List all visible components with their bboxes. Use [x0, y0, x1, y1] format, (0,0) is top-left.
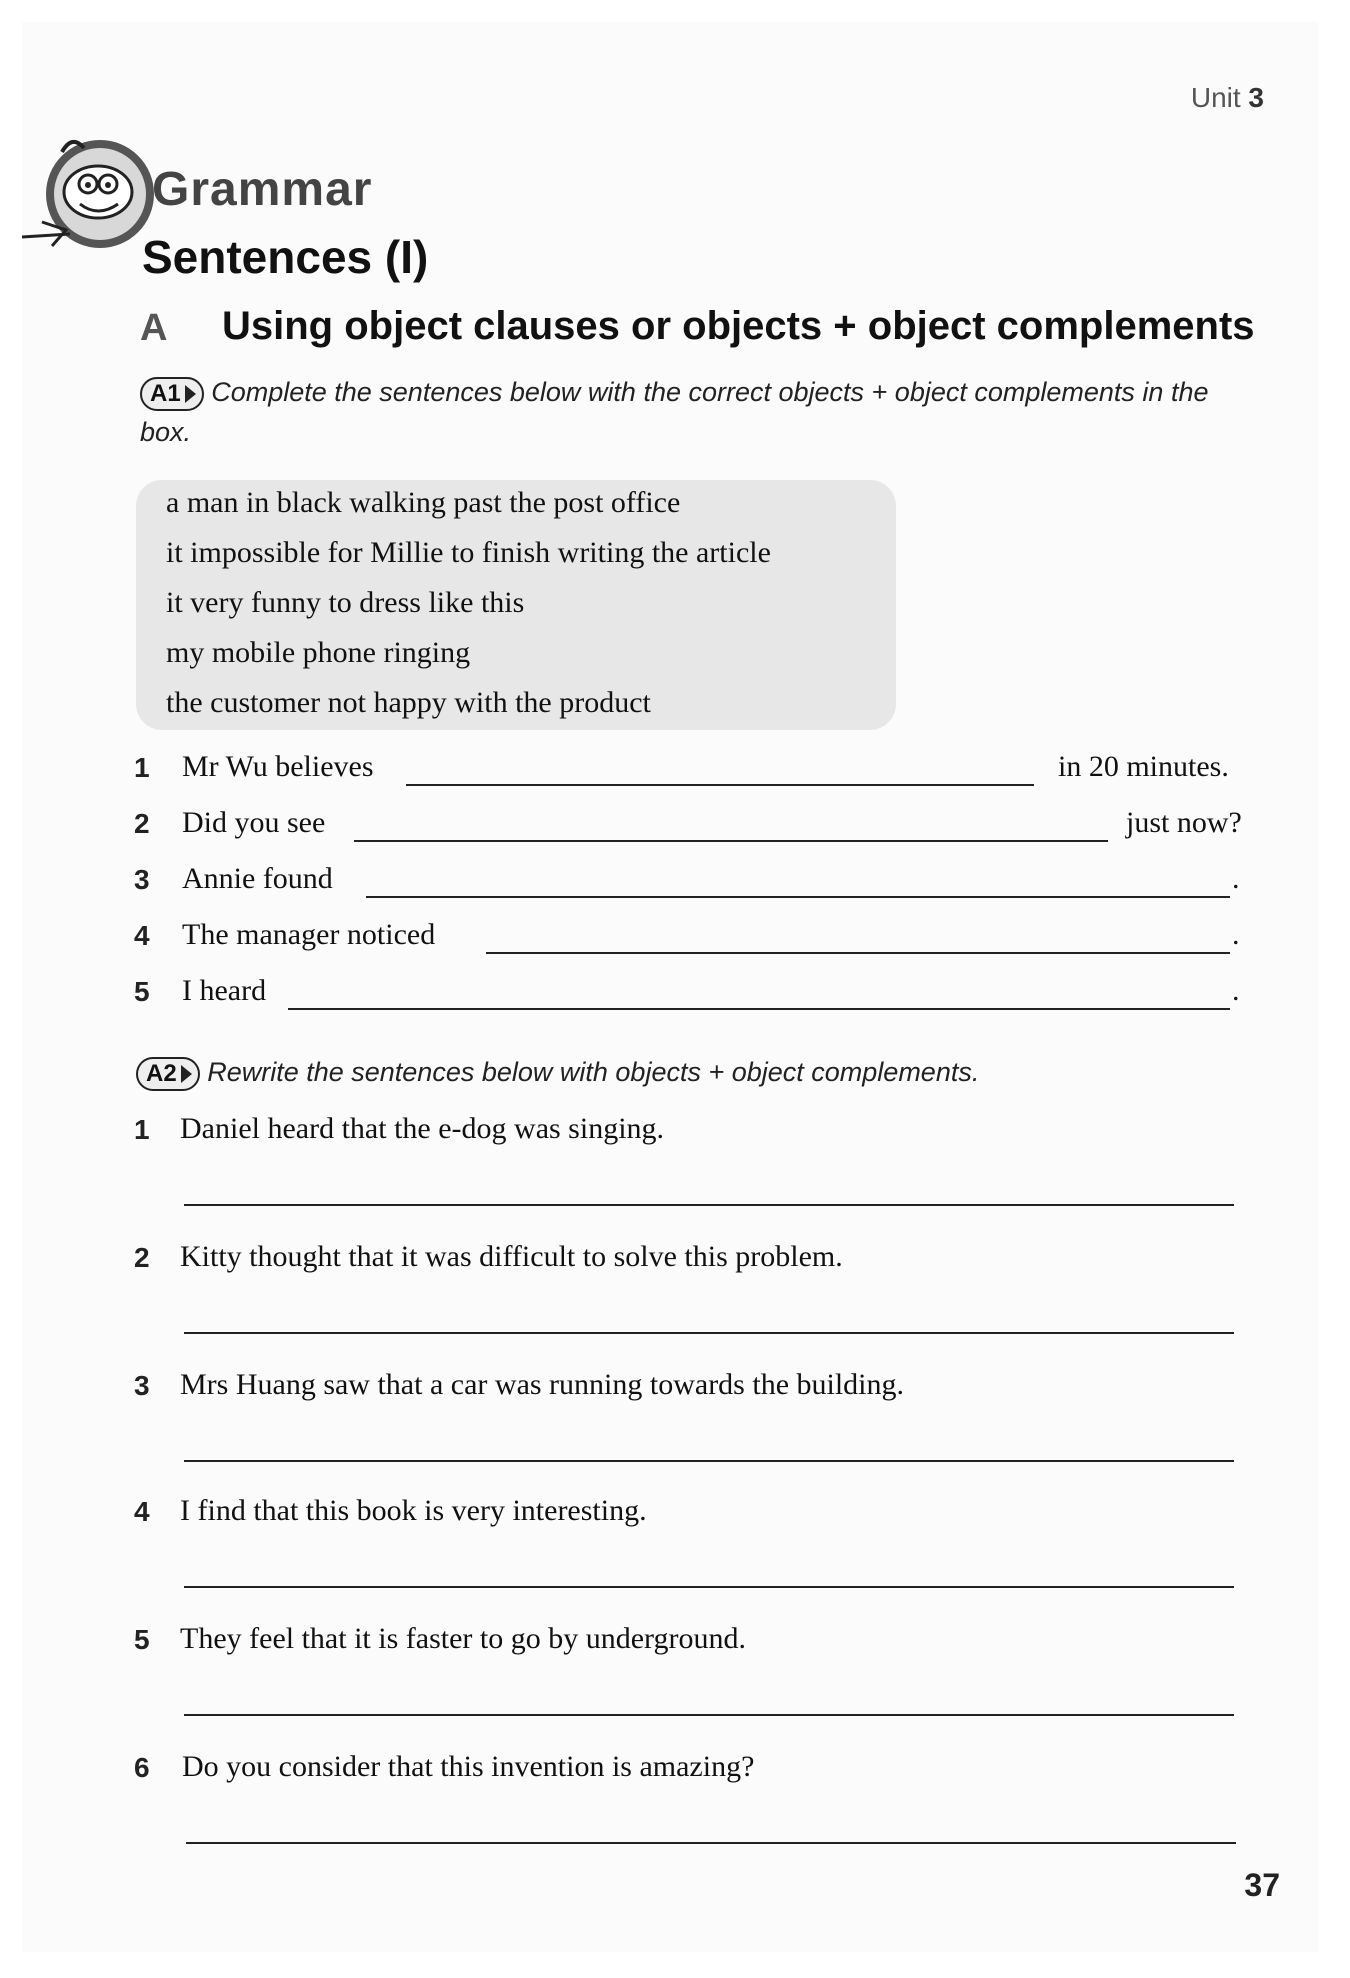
- question-number: 3: [134, 864, 150, 895]
- play-icon: [181, 1065, 192, 1083]
- question-number: 2: [134, 1242, 150, 1273]
- section-letter: A: [140, 307, 168, 349]
- play-icon: [185, 385, 196, 403]
- a1-instruction-block: [140, 372, 1260, 452]
- a1-instruction: Complete the sentences below with the correct objects + object complements in the box.: [140, 377, 1209, 447]
- question-text: Did you see: [182, 806, 326, 839]
- question-number: 4: [134, 1496, 150, 1527]
- question-number: 3: [134, 1370, 150, 1401]
- question-number: 4: [134, 920, 150, 951]
- question-number: 6: [134, 1752, 150, 1783]
- question-end: just now?: [1126, 806, 1242, 839]
- question-text: Kitty thought that it was difficult to solve this problem.: [180, 1240, 843, 1273]
- question-text: Daniel heard that the e-dog was singing.: [180, 1112, 665, 1145]
- a2-instruction-block: [136, 1052, 1256, 1092]
- worksheet-page: [22, 22, 1318, 1952]
- question-text: The manager noticed: [182, 918, 436, 951]
- a2-instruction: Rewrite the sentences below with objects + object complements.: [207, 1057, 980, 1087]
- word-box-item: it impossible for Millie to finish writing the article: [166, 536, 771, 569]
- a2-badge: [136, 1057, 200, 1091]
- answer-line[interactable]: [184, 1332, 1234, 1334]
- unit-text: Unit: [1190, 82, 1241, 113]
- question-text: Mr Wu believes: [182, 750, 374, 783]
- question-number: 1: [134, 1114, 150, 1145]
- a1-badge-label: A1: [150, 380, 181, 407]
- word-box-item: it very funny to dress like this: [166, 586, 525, 619]
- answer-blank[interactable]: [288, 1008, 1230, 1010]
- answer-blank[interactable]: [366, 896, 1230, 898]
- question-text: Do you consider that this invention is amazing?: [182, 1750, 755, 1783]
- question-end: .: [1232, 862, 1240, 895]
- word-box: [136, 480, 896, 730]
- word-box-item: my mobile phone ringing: [166, 636, 471, 669]
- answer-line[interactable]: [184, 1586, 1234, 1588]
- question-text: Annie found: [182, 862, 333, 895]
- question-text: Mrs Huang saw that a car was running towards the building.: [180, 1368, 905, 1401]
- answer-blank[interactable]: [406, 784, 1034, 786]
- question-text: I heard: [182, 974, 267, 1007]
- page-title: Sentences (I): [142, 231, 429, 283]
- question-number: 5: [134, 976, 150, 1007]
- question-number: 5: [134, 1624, 150, 1655]
- answer-line[interactable]: [186, 1842, 1236, 1844]
- question-end: .: [1232, 918, 1240, 951]
- word-box-item: the customer not happy with the product: [166, 686, 651, 719]
- answer-line[interactable]: [184, 1714, 1234, 1716]
- a2-badge-label: A2: [146, 1060, 177, 1087]
- question-end: in 20 minutes.: [1058, 750, 1229, 783]
- question-text: I find that this book is very interesting.: [180, 1494, 647, 1527]
- answer-blank[interactable]: [354, 840, 1108, 842]
- a1-badge: [140, 377, 204, 411]
- word-box-item: a man in black walking past the post office: [166, 486, 681, 519]
- unit-number: 3: [1248, 82, 1264, 113]
- grammar-heading: Grammar: [152, 163, 373, 216]
- mascot-icon: [22, 122, 162, 262]
- question-number: 2: [134, 808, 150, 839]
- answer-line[interactable]: [184, 1460, 1234, 1462]
- question-end: .: [1232, 974, 1240, 1007]
- unit-label: [1191, 82, 1264, 114]
- page-number: 37: [1244, 1867, 1280, 1903]
- answer-blank[interactable]: [486, 952, 1230, 954]
- answer-line[interactable]: [184, 1204, 1234, 1206]
- section-title: Using object clauses or objects + object complements: [222, 304, 1255, 348]
- question-text: They feel that it is faster to go by underground.: [180, 1622, 746, 1655]
- question-number: 1: [134, 752, 150, 783]
